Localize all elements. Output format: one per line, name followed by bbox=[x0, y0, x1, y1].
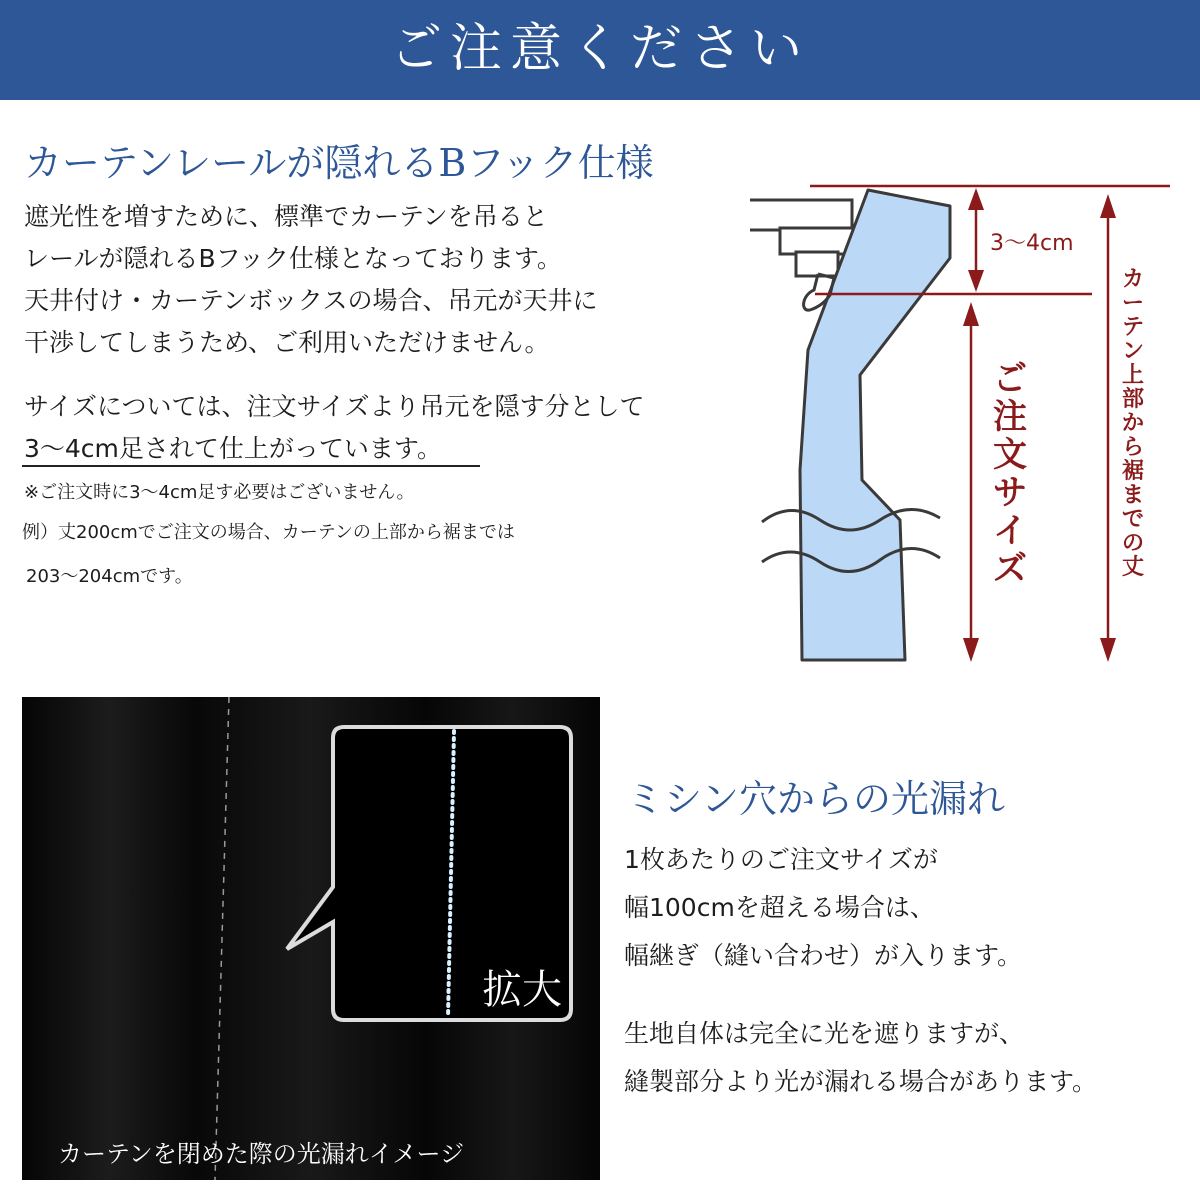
full-char: ま bbox=[1121, 483, 1145, 508]
zoom-label: 拡大 bbox=[482, 967, 562, 1013]
section2-heading: ミシン穴からの光漏れ bbox=[626, 777, 1006, 821]
order-char: 注 bbox=[993, 397, 1027, 437]
full-char: テ bbox=[1121, 315, 1145, 340]
text-line-underlined: 3〜4cm足されて仕上がっています。 bbox=[24, 434, 442, 463]
text-line: 干渉してしまうため、ご利用いただけません。 bbox=[24, 328, 550, 357]
order-char: イ bbox=[993, 511, 1027, 551]
section2-paragraph1 bbox=[624, 836, 1022, 980]
full-char: ー bbox=[1121, 291, 1145, 316]
full-char: カ bbox=[1121, 267, 1145, 292]
order-char: サ bbox=[993, 473, 1027, 513]
text-line: 1枚あたりのご注文サイズが bbox=[624, 845, 938, 874]
order-char: ご bbox=[993, 359, 1027, 399]
banner-title: ご注意ください bbox=[389, 19, 810, 79]
arrow-order-head-bottom bbox=[963, 638, 979, 662]
full-char: 丈 bbox=[1121, 555, 1145, 580]
text-line: 幅継ぎ（縫い合わせ）が入ります。 bbox=[624, 941, 1023, 970]
arrow-small-head-bottom bbox=[968, 270, 984, 292]
text-line: 生地自体は完全に光を遮りますが、 bbox=[624, 1019, 1025, 1048]
text-line: レールが隠れるBフック仕様となっております。 bbox=[24, 244, 562, 273]
photo-caption: カーテンを閉めた際の光漏れイメージ bbox=[58, 1140, 465, 1168]
full-char: の bbox=[1121, 531, 1145, 556]
arrow-full-head-top bbox=[1100, 194, 1116, 218]
full-char: 裾 bbox=[1121, 459, 1145, 484]
section1-heading: カーテンレールが隠れるBフック仕様 bbox=[24, 141, 654, 185]
arrow-full-head-bottom bbox=[1100, 638, 1116, 662]
full-char: ン bbox=[1121, 339, 1145, 364]
section1-paragraph2 bbox=[24, 386, 645, 470]
text-line: サイズについては、注文サイズより吊元を隠す分として bbox=[24, 392, 645, 421]
photo-drawing bbox=[22, 697, 600, 1180]
full-char: 部 bbox=[1121, 387, 1145, 412]
full-char: ら bbox=[1121, 435, 1145, 460]
curtain-hook-diagram bbox=[740, 170, 1180, 680]
arrow-small-head-top bbox=[968, 188, 984, 210]
underline-rule bbox=[22, 465, 480, 467]
text-line: 幅100cmを超える場合は、 bbox=[624, 893, 935, 922]
full-char: 上 bbox=[1121, 363, 1145, 388]
full-char: で bbox=[1121, 507, 1145, 532]
order-char: ズ bbox=[993, 549, 1027, 589]
arrow-order-head-top bbox=[963, 302, 979, 326]
section2-paragraph2 bbox=[624, 1010, 1097, 1106]
text-line: 縫製部分より光が漏れる場合があります。 bbox=[624, 1067, 1098, 1096]
label-order-size bbox=[993, 359, 1027, 589]
section1-note1: ※ご注文時に3〜4cm足す必要はございません。 bbox=[24, 482, 415, 503]
runner-block bbox=[796, 252, 838, 276]
full-char: か bbox=[1121, 411, 1145, 436]
section1-note3: 203〜204cmです。 bbox=[26, 566, 193, 587]
curtain-rail-shape bbox=[750, 200, 852, 230]
page-banner bbox=[0, 0, 1200, 100]
text-line: 天井付け・カーテンボックスの場合、吊元が天井に bbox=[24, 286, 598, 315]
text-line: 遮光性を増すために、標準でカーテンを吊ると bbox=[24, 202, 548, 231]
order-char: 文 bbox=[993, 435, 1027, 475]
section1-note2: 例）丈200cmでご注文の場合、カーテンの上部から裾までは bbox=[22, 522, 515, 543]
section1-paragraph1 bbox=[24, 196, 598, 364]
label-3-4cm: 3〜4cm bbox=[990, 231, 1074, 256]
label-full-length bbox=[1122, 267, 1144, 580]
curtain-photo bbox=[22, 697, 600, 1180]
